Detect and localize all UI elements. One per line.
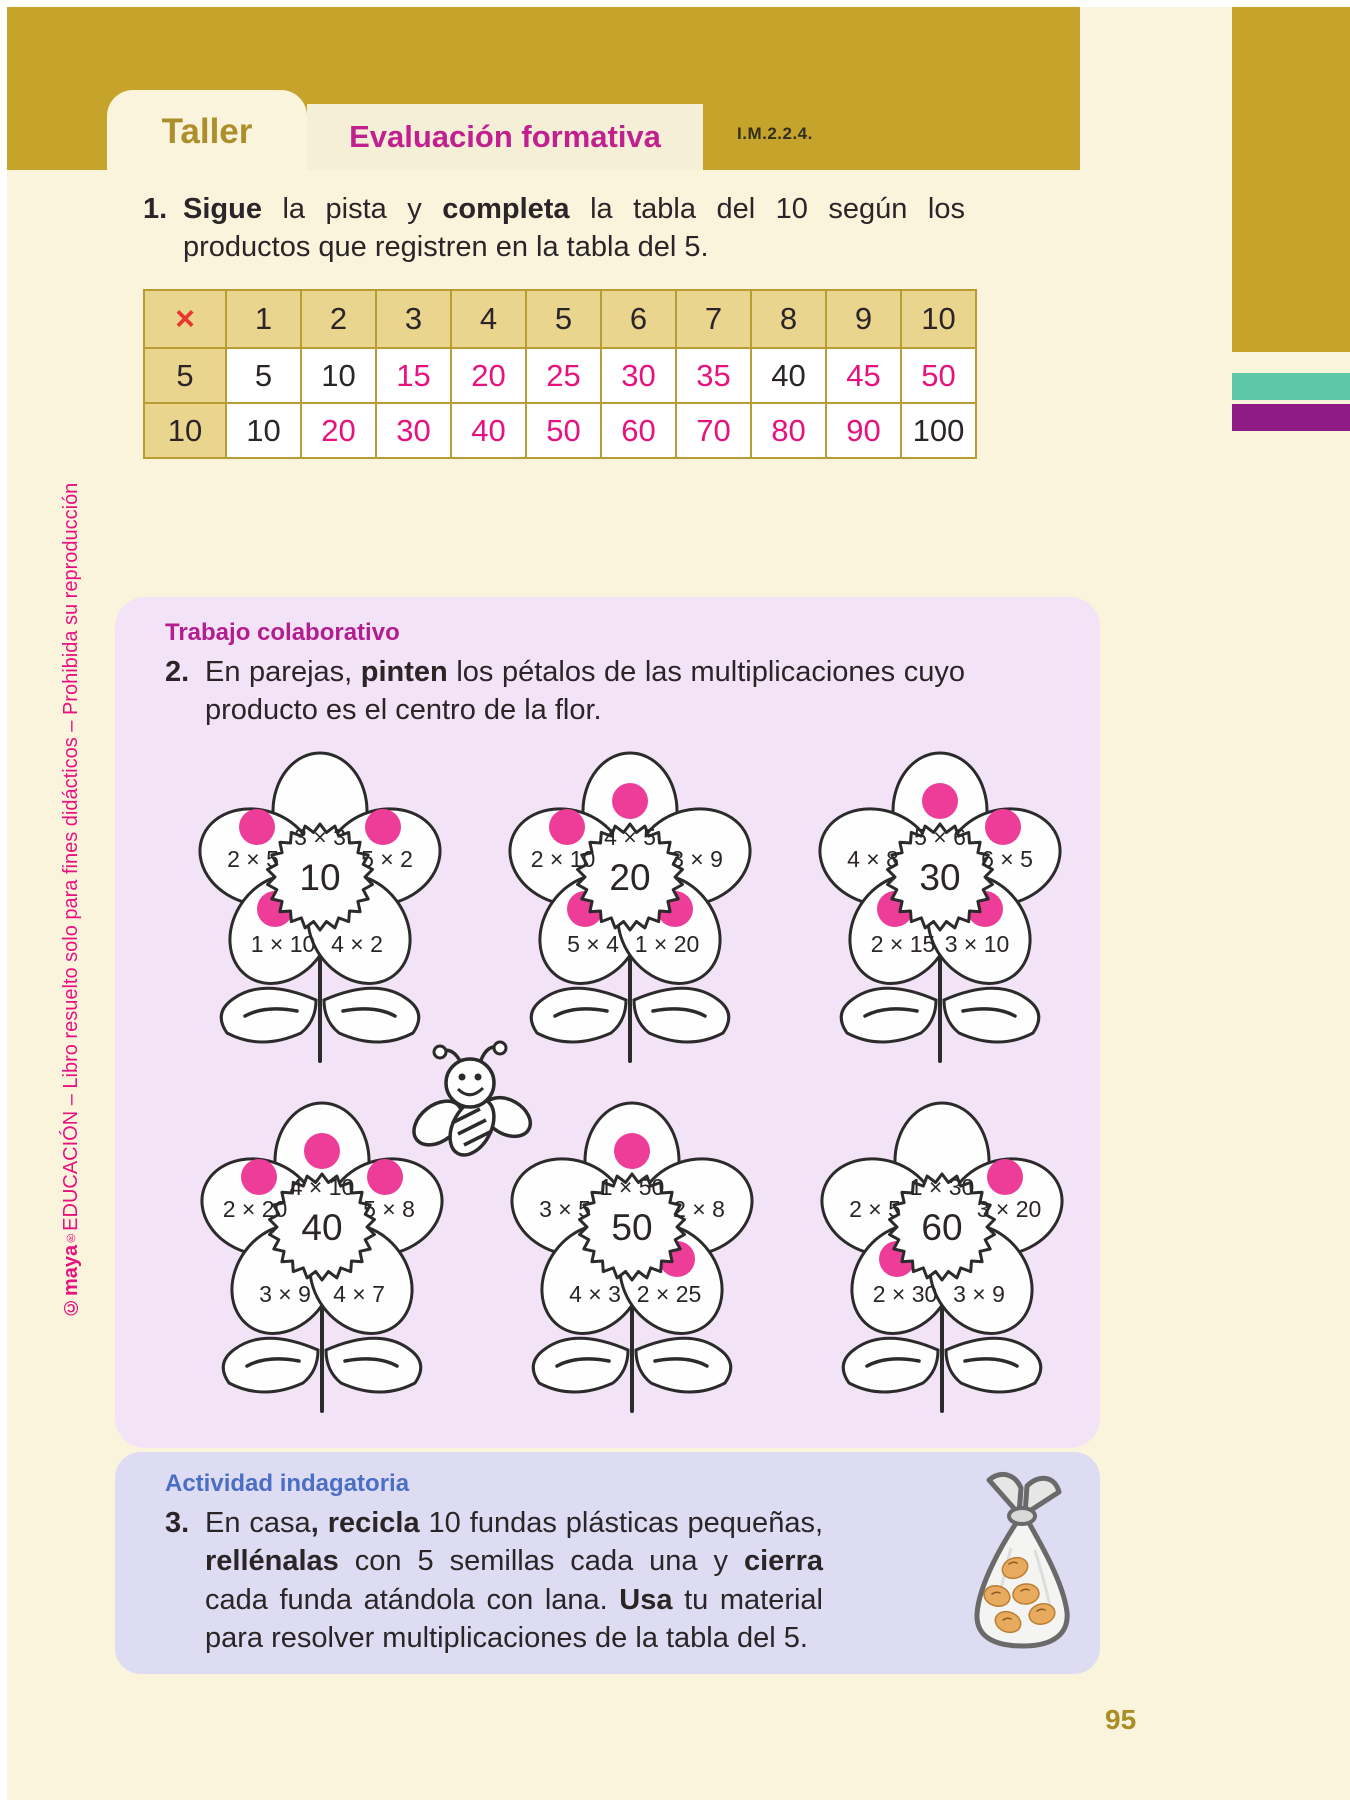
table-header-cell: 2 (301, 290, 376, 348)
table-cell: 90 (826, 403, 901, 458)
flower-60 (817, 1095, 1067, 1415)
leaf-right (636, 1338, 731, 1392)
flower-10 (195, 745, 445, 1065)
flower-50 (507, 1095, 757, 1415)
table-cell: 10 (226, 403, 301, 458)
page-number: 95 (1105, 1704, 1137, 1735)
collaborative-work-box (115, 597, 1100, 1448)
painted-dot (304, 1133, 340, 1169)
table-cell: 50 (526, 403, 601, 458)
leaf-right (634, 988, 729, 1042)
table-header-cell: 8 (751, 290, 826, 348)
table-cell: 35 (676, 348, 751, 403)
table-cell: 20 (301, 403, 376, 458)
strip-evaluacion-formativa (307, 104, 703, 170)
petal-label: 5 × 8 (363, 1196, 415, 1222)
right-teal-bar (1232, 373, 1350, 400)
painted-dot (987, 1159, 1023, 1195)
table-row (144, 348, 976, 403)
leaf-left (223, 1338, 318, 1392)
collab-heading: Trabajo colaborativo (165, 619, 400, 646)
table-header-cell: 9 (826, 290, 901, 348)
painted-dot (922, 783, 958, 819)
painted-dot (241, 1159, 277, 1195)
exercise-3-text: En casa, recicla 10 fundas plásticas pequeñas, rellénalas con 5 semillas cada una y cierra cada funda atándola con lana. Usa tu material para resolver multiplicaciones de la tabla del 5. (205, 1507, 824, 1654)
exercise-2-text: En parejas, pinten los pétalos de las multiplicaciones cuyo producto es el centro de la flor. (205, 656, 965, 727)
tab-taller (107, 90, 307, 170)
leaf-left (841, 988, 936, 1042)
table-row (144, 403, 976, 458)
table-cell: 20 (451, 348, 526, 403)
table-header-cell: 6 (601, 290, 676, 348)
table-header-cell: 4 (451, 290, 526, 348)
leaf-left (843, 1338, 938, 1392)
flower-center-number: 40 (301, 1207, 343, 1248)
page-margin-top (0, 0, 1350, 7)
exercise-3-number: 3. (165, 1507, 190, 1539)
table-cell: 60 (601, 403, 676, 458)
exercise-2-number: 2. (165, 656, 190, 688)
table-cell: 30 (601, 348, 676, 403)
petal-label: 4 × 3 (569, 1281, 621, 1307)
page-margin-left (0, 0, 7, 1800)
exercise-2 (165, 653, 965, 730)
leaf-right (946, 1338, 1041, 1392)
right-gold-block (1232, 7, 1350, 352)
petal-label: 5 × 6 (914, 824, 966, 850)
flower-center-number: 50 (611, 1207, 653, 1248)
exercise-1 (143, 190, 965, 267)
table-row-label: 10 (144, 403, 226, 458)
table-header-cell: 1 (226, 290, 301, 348)
flower-30 (815, 745, 1065, 1065)
leaf-left (531, 988, 626, 1042)
right-purple-bar (1232, 404, 1350, 431)
petal-label: 4 × 10 (289, 1174, 355, 1200)
petal-label: 4 × 7 (333, 1281, 385, 1307)
standard-code: I.M.2.2.4. (737, 124, 813, 143)
table-header-cell: 7 (676, 290, 751, 348)
petal-label: 5 × 2 (361, 846, 413, 872)
bee-icon (410, 1035, 535, 1170)
leaf-left (221, 988, 316, 1042)
petal-label: 2 × 5 (227, 846, 279, 872)
petal-label: 3 × 3 (294, 824, 346, 850)
petal-label: 1 × 10 (250, 931, 316, 957)
multiplication-table (143, 289, 977, 459)
petal-label: 3 × 9 (671, 846, 723, 872)
leaf-right (326, 1338, 421, 1392)
strip-label: Evaluación formativa (349, 119, 661, 154)
petal-label: 2 × 8 (673, 1196, 725, 1222)
flower-center-number: 60 (921, 1207, 963, 1248)
petal-label: 3 × 10 (944, 931, 1010, 957)
petal-label: 3 × 20 (976, 1196, 1042, 1222)
exercise-3 (165, 1504, 825, 1657)
leaf-left (533, 1338, 628, 1392)
leaf-right (944, 988, 1039, 1042)
petal-label: 2 × 5 (849, 1196, 901, 1222)
petal-label: 3 × 9 (259, 1281, 311, 1307)
petal-label: 2 × 20 (222, 1196, 288, 1222)
exercise-1-text: Sigue la pista y completa la tabla del 10 según los productos que registren en la tabla del 5. (183, 193, 965, 264)
table-cell: 10 (301, 348, 376, 403)
petal-label: 5 × 4 (567, 931, 619, 957)
flower-center-number: 10 (299, 857, 341, 898)
table-cell: 70 (676, 403, 751, 458)
table-cell: 50 (901, 348, 976, 403)
petal-label: 1 × 30 (909, 1174, 975, 1200)
petal-label: 6 × 5 (981, 846, 1033, 872)
petal-label: 4 × 2 (331, 931, 383, 957)
petal-label: 4 × 8 (847, 846, 899, 872)
table-cell: 25 (526, 348, 601, 403)
painted-dot (239, 809, 275, 845)
petal-label: 2 × 25 (636, 1281, 702, 1307)
painted-dot (365, 809, 401, 845)
tab-taller-label: Taller (161, 112, 253, 151)
exercise-1-number: 1. (143, 193, 168, 225)
table-cell: 30 (376, 403, 451, 458)
petal-label: 1 × 20 (634, 931, 700, 957)
painted-dot (614, 1133, 650, 1169)
petal-label: 3 × 5 (539, 1196, 591, 1222)
table-cell: 40 (451, 403, 526, 458)
table-cell: 15 (376, 348, 451, 403)
petal-label: 1 × 50 (599, 1174, 665, 1200)
table-cell: 45 (826, 348, 901, 403)
flower-20 (505, 745, 755, 1065)
seed-bag-icon (963, 1464, 1083, 1654)
table-cell: 80 (751, 403, 826, 458)
inquiry-activity-box (115, 1452, 1100, 1674)
activity-heading: Actividad indagatoria (165, 1470, 410, 1497)
table-cell: 5 (226, 348, 301, 403)
table-row-label: 5 (144, 348, 226, 403)
petal-label: 2 × 10 (530, 846, 596, 872)
leaf-right (324, 988, 419, 1042)
painted-dot (985, 809, 1021, 845)
petal-label: 4 × 5 (604, 824, 656, 850)
painted-dot (549, 809, 585, 845)
flower-center-number: 20 (609, 857, 651, 898)
table-header-cell: 10 (901, 290, 976, 348)
petal-label: 3 × 9 (953, 1281, 1005, 1307)
painted-dot (612, 783, 648, 819)
painted-dot (367, 1159, 403, 1195)
flower-center-number: 30 (919, 857, 961, 898)
table-cell: 100 (901, 403, 976, 458)
sidebar-copyright: ©maya®EDUCACIÓN – Libro resuelto solo para fines didácticos – Prohibida su reproducción (60, 482, 82, 1318)
table-header-cell: × (144, 290, 226, 348)
petal-label: 2 × 15 (870, 931, 936, 957)
table-cell: 40 (751, 348, 826, 403)
petal-label: 2 × 30 (872, 1281, 938, 1307)
table-header-cell: 5 (526, 290, 601, 348)
table-header-cell: 3 (376, 290, 451, 348)
